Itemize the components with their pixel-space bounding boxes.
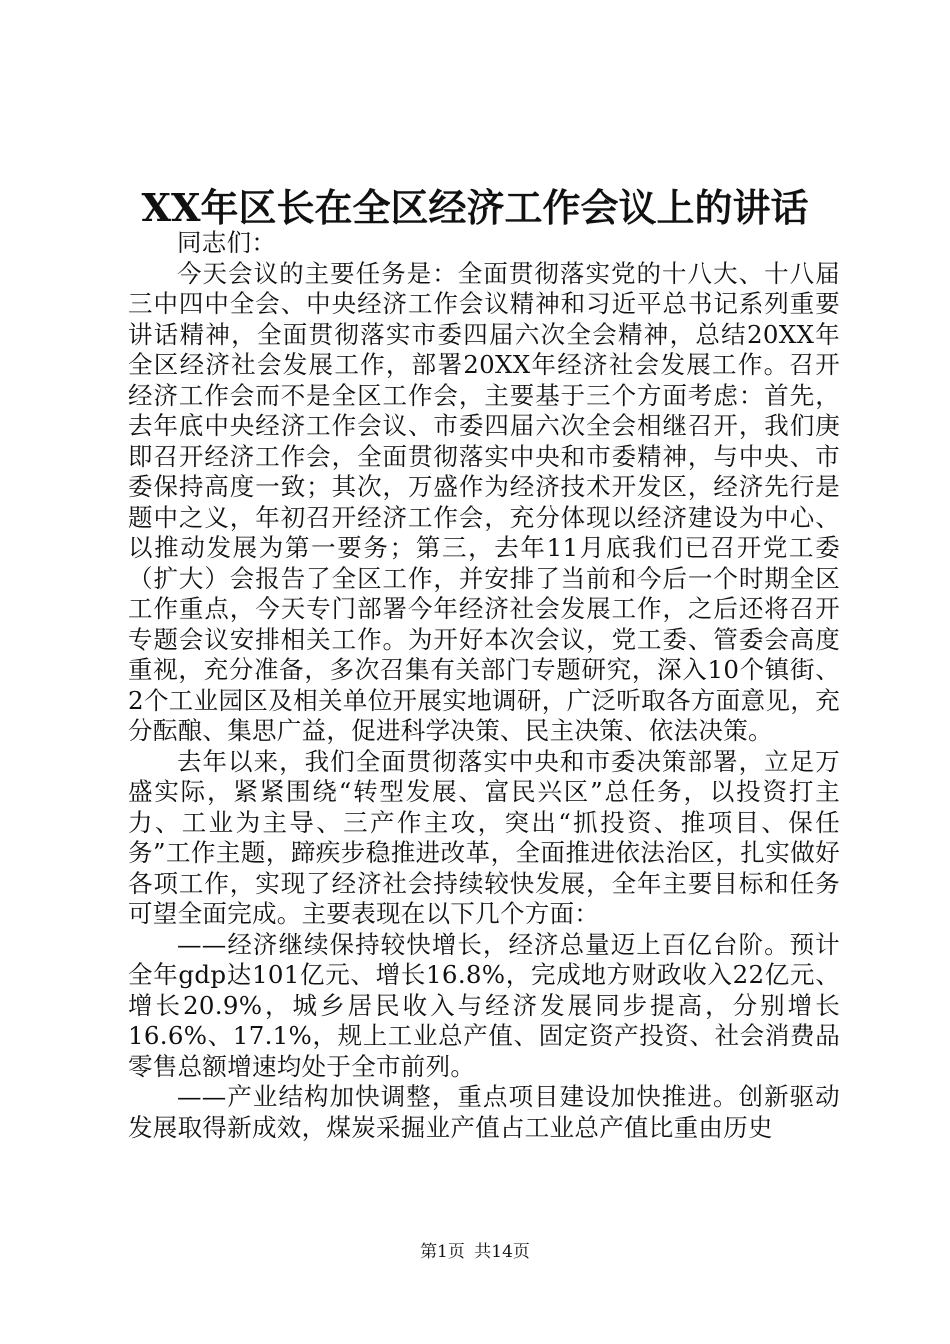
page-total: 共14页 [474,1242,530,1262]
body-paragraph: 去年以来，我们全面贯彻落实中央和市委决策部署，立足万盛实际，紧紧围绕“转型发展、富民兴区”总任务，以投资打主力、工业为主导、三产作主攻，突出“抓投资、推项目、保任务”工作主题，蹄疾步稳推进改革，全面推进依法治区，扎实做好各项工作，实现了经济社会持续较快发展，全年主要目标和任务可望全面完成。主要表现在以下几个方面： [128,746,840,928]
body-paragraph: ——产业结构加快调整，重点项目建设加快推进。创新驱动发展取得新成效，煤炭采掘业产值占工业总产值比重由历史 [128,1082,840,1142]
document-title: XX年区长在全区经济工作会议上的讲话 [141,185,809,230]
salutation-paragraph: 同志们： [177,228,277,257]
body-paragraph: ——经济继续保持较快增长，经济总量迈上百亿台阶。预计全年gdp达101亿元、增长16.8%，完成地方财政收入22亿元、增长20.9%，城乡居民收入与经济发展同步提高，分别增长16.6%、17.1%，规上工业总产值、固定资产投资、社会消费品零售总额增速均处于全市前列。 [128,929,840,1081]
document-body [128,228,840,1143]
page-footer [0,1240,950,1264]
body-paragraph: 今天会议的主要任务是：全面贯彻落实党的十八大、十八届三中四中全会、中央经济工作会议精神和习近平总书记系列重要讲话精神，全面贯彻落实市委四届六次全会精神，总结20XX年全区经济社会发展工作，部署20XX年经济社会发展工作。召开经济工作会而不是全区工作会，主要基于三个方面考虑：首先，去年底中央经济工作会议、市委四届六次全会相继召开，我们庚即召开经济工作会，全面贯彻落实中央和市委精神，与中央、市委保持高度一致；其次，万盛作为经济技术开发区，经济先行是题中之义，年初召开经济工作会，充分体现以经济建设为中心、以推动发展为第一要务；第三，去年11月底我们已召开党工委（扩大）会报告了全区工作，并安排了当前和今后一个时期全区工作重点，今天专门部署今年经济社会发展工作，之后还将召开专题会议安排相关工作。为开好本次会议，党工委、管委会高度重视，充分准备，多次召集有关部门专题研究，深入10个镇街、2个工业园区及相关单位开展实地调研，广泛听取各方面意见，充分酝酿、集思广益，促进科学决策、民主决策、依法决策。 [128,258,840,745]
page-number: 第1页 [420,1242,465,1262]
